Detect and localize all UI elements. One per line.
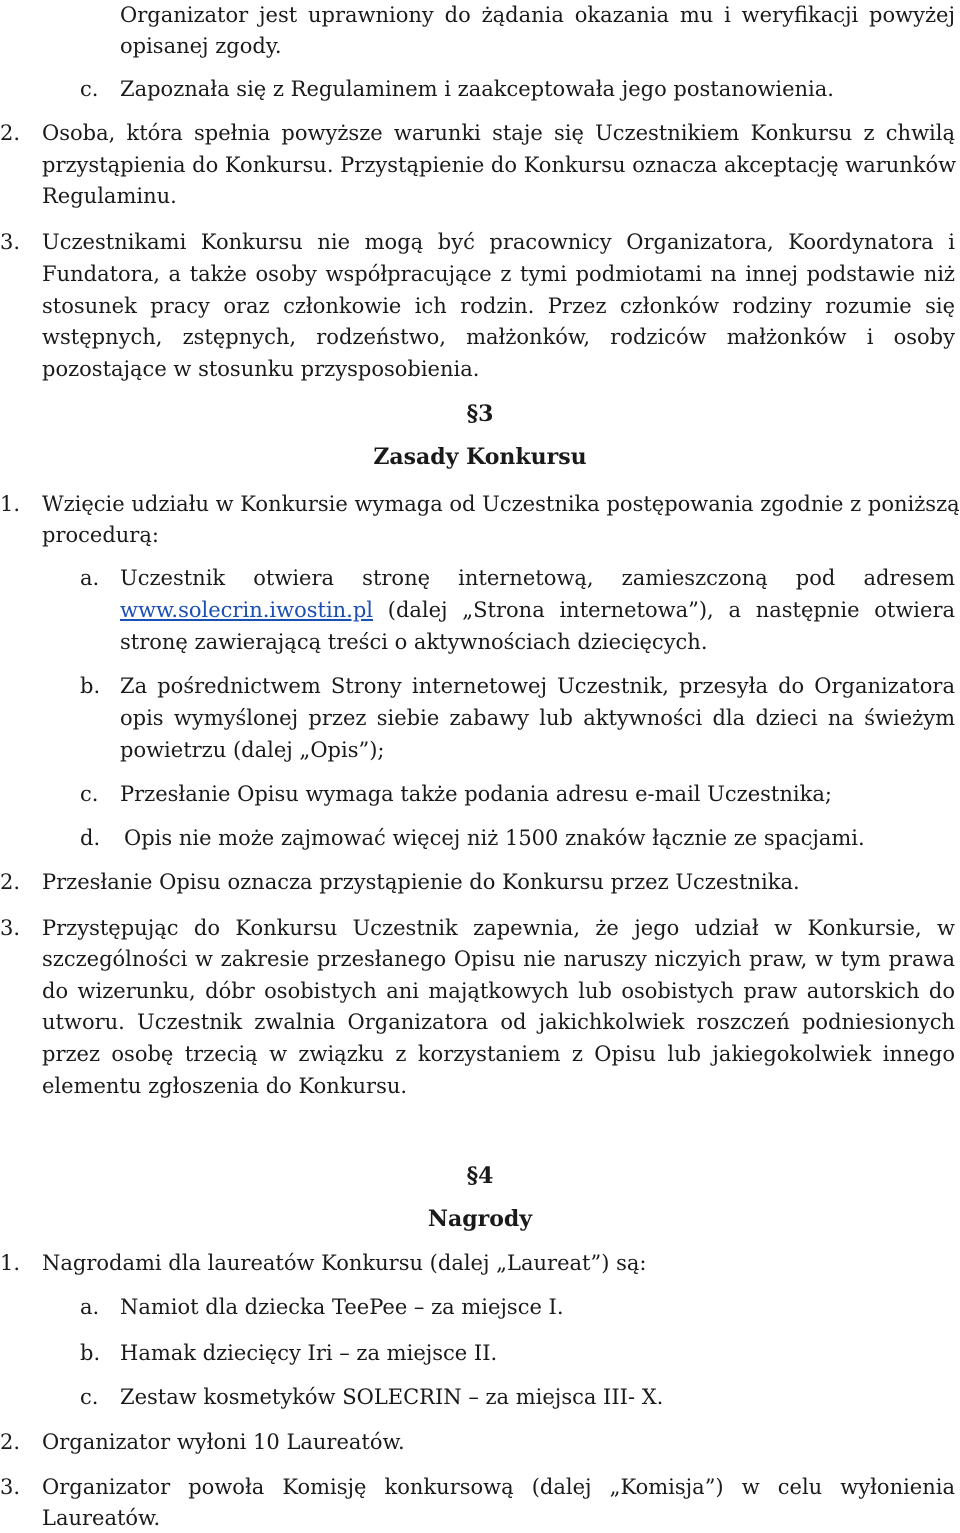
text-line: procedurą:	[42, 523, 159, 547]
list-marker: d.	[80, 826, 101, 850]
text-line: Namiot dla dziecka TeePee – za miejsce I.	[120, 1295, 564, 1319]
list-number: 2.	[0, 121, 21, 145]
text-line: stronę zawierającą treści o aktywnościach dziecięcych.	[120, 630, 708, 654]
list-marker: c.	[80, 782, 99, 806]
text-line: przez osobę trzecią w związku z korzystaniem z Opisu lub jakiegokolwiek innego	[42, 1042, 955, 1066]
section-title: Nagrody	[427, 1206, 533, 1232]
section-title: Zasady Konkursu	[373, 444, 587, 470]
text-line: szczególności w zakresie przesłanego Opisu nie naruszy niczyich praw, w tym prawa	[42, 947, 955, 971]
section-symbol: §3	[466, 401, 494, 427]
text-line: Przesłanie Opisu wymaga także podania adresu e-mail Uczestnika;	[120, 782, 832, 806]
text-line: Organizator wyłoni 10 Laureatów.	[42, 1430, 405, 1454]
text-line: Organizator jest uprawniony do żądania okazania mu i weryfikacji powyżej	[120, 3, 955, 27]
text-line: stosunek pracy oraz członkowie ich rodzin. Przez członków rodziny rozumie się	[42, 294, 955, 318]
text-line: Zapoznała się z Regulaminem i zaakceptowała jego postanowienia.	[120, 77, 834, 101]
text-line: Osoba, która spełnia powyższe warunki staje się Uczestnikiem Konkursu z chwilą	[42, 121, 955, 145]
list-marker: b.	[80, 1341, 101, 1365]
list-marker: a.	[80, 1295, 100, 1319]
list-marker: c.	[80, 77, 99, 101]
list-number: 2.	[0, 1430, 21, 1454]
text-line	[120, 595, 955, 625]
text-line: Zestaw kosmetyków SOLECRIN – za miejsca III- X.	[120, 1385, 664, 1409]
text-line: Opis nie może zajmować więcej niż 1500 znaków łącznie ze spacjami.	[124, 826, 865, 850]
text-line: wstępnych, zstępnych, rodzeństwo, małżonków, rodziców małżonków i osoby	[42, 325, 955, 349]
list-marker: a.	[80, 566, 100, 590]
list-number: 2.	[0, 870, 21, 894]
text-line: pozostające w stosunku przysposobienia.	[42, 357, 480, 381]
list-marker: c.	[80, 1385, 99, 1409]
text-line: utworu. Uczestnik zwalnia Organizatora od jakichkolwiek roszczeń podniesionych	[42, 1010, 955, 1034]
text-line: Nagrodami dla laureatów Konkursu (dalej „Laureat”) są:	[42, 1251, 647, 1275]
list-number: 3.	[0, 916, 21, 940]
list-number: 1.	[0, 1251, 21, 1275]
text-line: opis wymyślonej przez siebie zabawy lub aktywności dla dzieci na świeżym	[120, 706, 955, 730]
text-line: Organizator powoła Komisję konkursową (dalej „Komisja”) w celu wyłonienia	[42, 1475, 955, 1499]
text-line: Laureatów.	[42, 1506, 161, 1530]
text-line: elementu zgłoszenia do Konkursu.	[42, 1074, 408, 1098]
website-link[interactable]: www.solecrin.iwostin.pl	[120, 598, 374, 622]
text-line: Przesłanie Opisu oznacza przystąpienie do Konkursu przez Uczestnika.	[42, 870, 800, 894]
text-line: przystąpienia do Konkursu. Przystąpienie do Konkursu oznacza akceptację warunków	[42, 153, 957, 177]
text-line: do wizerunku, dóbr osobistych ani majątkowych lub osobistych praw autorskich do	[42, 979, 955, 1003]
text-line: Uczestnikami Konkursu nie mogą być pracownicy Organizatora, Koordynatora i	[42, 230, 955, 254]
list-marker: b.	[80, 674, 101, 698]
list-number: 3.	[0, 1475, 21, 1499]
section-symbol: §4	[466, 1163, 494, 1189]
text-line: powietrzu (dalej „Opis”);	[120, 738, 385, 762]
text-line: Wzięcie udziału w Konkursie wymaga od Uczestnika postępowania zgodnie z poniższą	[42, 492, 960, 516]
text-fragment: (dalej „Strona internetowa”), a następnie otwiera	[373, 598, 955, 622]
text-line: Uczestnik otwiera stronę internetową, zamieszczoną pod adresem	[120, 566, 955, 590]
text-line: Hamak dziecięcy Iri – za miejsce II.	[120, 1341, 498, 1365]
text-line: Za pośrednictwem Strony internetowej Uczestnik, przesyła do Organizatora	[120, 674, 955, 698]
list-number: 1.	[0, 492, 21, 516]
text-line: Przystępując do Konkursu Uczestnik zapewnia, że jego udział w Konkursie, w	[42, 916, 955, 940]
text-line: opisanej zgody.	[120, 34, 282, 58]
text-line: Fundatora, a także osoby współpracujące z tymi podmiotami na innej podstawie niż	[42, 262, 955, 286]
list-number: 3.	[0, 230, 21, 254]
text-line: Regulaminu.	[42, 184, 177, 208]
